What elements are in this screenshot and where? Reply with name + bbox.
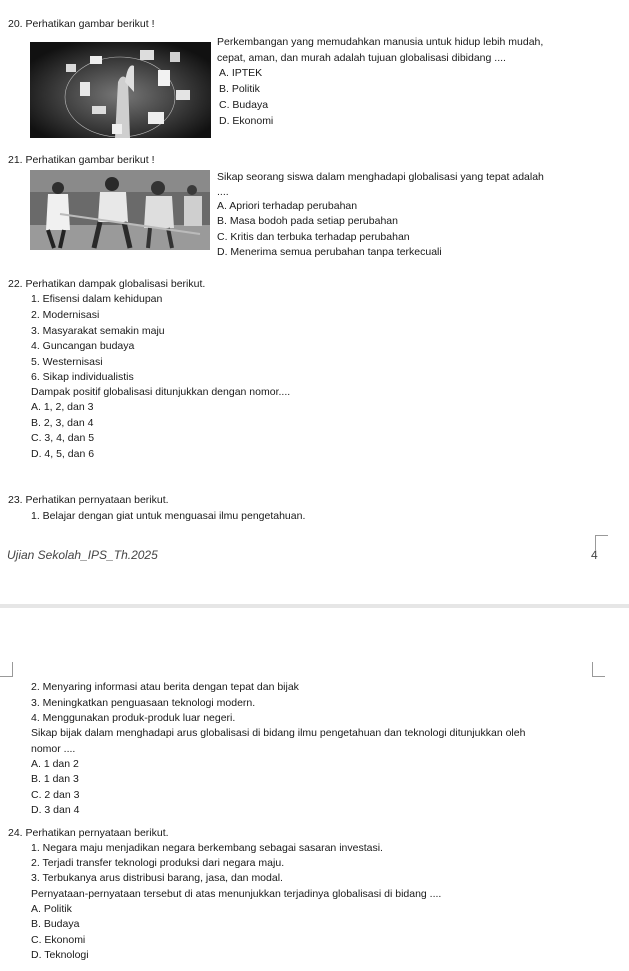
q21-title: [8, 154, 155, 166]
q22-option-c[interactable]: C. 3, 4, dan 5: [31, 432, 95, 444]
q20-text-line2: cepat, aman, dan murah adalah tujuan globalisasi dibidang ....: [217, 52, 506, 64]
page-footer: Ujian Sekolah_IPS_Th.2025: [7, 548, 158, 562]
q24-question: Pernyataan-pernyataan tersebut di atas menunjukkan terjadinya globalisasi di bidang ....: [31, 888, 442, 900]
q23-title: [8, 494, 169, 506]
q24-heading: Perhatikan pernyataan berikut.: [25, 827, 169, 839]
q23-item-4: 4. Menggunakan produk-produk luar negeri.: [31, 712, 236, 724]
q22-item-5: 5. Westernisasi: [31, 356, 103, 368]
q21-option-b[interactable]: B. Masa bodoh pada setiap perubahan: [217, 215, 398, 227]
q23-option-d[interactable]: D. 3 dan 4: [31, 804, 80, 816]
q24-title: [8, 827, 169, 839]
q24-option-c[interactable]: C. Ekonomi: [31, 934, 86, 946]
q24-option-b[interactable]: B. Budaya: [31, 918, 80, 930]
q22-option-a[interactable]: A. 1, 2, dan 3: [31, 401, 94, 413]
q23-question-line2: nomor ....: [31, 743, 76, 755]
q21-text-line2: ....: [217, 186, 229, 198]
technology-image: [30, 42, 211, 138]
q22-option-d[interactable]: D. 4, 5, dan 6: [31, 448, 95, 460]
q21-option-c[interactable]: C. Kritis dan terbuka terhadap perubahan: [217, 231, 410, 243]
q24-item-2: 2. Terjadi transfer teknologi produksi dari negara maju.: [31, 857, 285, 869]
q22-heading: Perhatikan dampak globalisasi berikut.: [25, 278, 206, 290]
crop-mark-bottom-left: [0, 662, 13, 677]
crop-mark-top-right: [595, 535, 608, 550]
technology-illustration: [30, 42, 211, 138]
q22-item-1: 1. Efisensi dalam kehidupan: [31, 293, 163, 305]
q22-number: 22.: [8, 278, 23, 290]
q23-item-2: 2. Menyaring informasi atau berita dengan tepat dan bijak: [31, 681, 299, 693]
q24-item-3: 3. Terbukanya arus distribusi barang, jasa, dan modal.: [31, 872, 283, 884]
q22-title: [8, 278, 205, 290]
q23-number: 23.: [8, 494, 23, 506]
q22-question: Dampak positif globalisasi ditunjukkan dengan nomor....: [31, 386, 291, 398]
q20-heading: Perhatikan gambar berikut !: [25, 18, 155, 30]
q24-option-d[interactable]: D. Teknologi: [31, 949, 89, 961]
students-photo: [30, 170, 210, 250]
q22-item-2: 2. Modernisasi: [31, 309, 100, 321]
q23-item-1: 1. Belajar dengan giat untuk menguasai ilmu pengetahuan.: [31, 510, 306, 522]
q20-option-b[interactable]: B. Politik: [219, 83, 260, 95]
crop-mark-bottom-right: [592, 662, 605, 677]
q20-text-line1: Perkembangan yang memudahkan manusia untuk hidup lebih mudah,: [217, 36, 544, 48]
q22-item-4: 4. Guncangan budaya: [31, 340, 135, 352]
q20-option-d[interactable]: D. Ekonomi: [219, 115, 274, 127]
q20-option-a[interactable]: A. IPTEK: [219, 67, 263, 79]
q22-item-3: 3. Masyarakat semakin maju: [31, 325, 165, 337]
q21-option-a[interactable]: A. Apriori terhadap perubahan: [217, 200, 358, 212]
q20-number: 20.: [8, 18, 23, 30]
q24-number: 24.: [8, 827, 23, 839]
q22-item-6: 6. Sikap individualistis: [31, 371, 134, 383]
q23-option-b[interactable]: B. 1 dan 3: [31, 773, 79, 785]
q23-heading: Perhatikan pernyataan berikut.: [25, 494, 169, 506]
page-number: 4: [591, 548, 598, 562]
q21-number: 21.: [8, 154, 23, 166]
page-divider: [0, 604, 629, 608]
q21-text-line1: Sikap seorang siswa dalam menghadapi globalisasi yang tepat adalah: [217, 171, 544, 183]
q23-item-3: 3. Meningkatkan penguasaan teknologi modern.: [31, 697, 256, 709]
q20-title: [8, 18, 155, 30]
q21-option-d[interactable]: D. Menerima semua perubahan tanpa terkecuali: [217, 246, 442, 258]
q23-question-line1: Sikap bijak dalam menghadapi arus globalisasi di bidang ilmu pengetahuan dan teknologi ditunjukkan oleh: [31, 727, 526, 739]
q20-option-c[interactable]: C. Budaya: [219, 99, 269, 111]
students-illustration: [30, 170, 210, 250]
q23-option-a[interactable]: A. 1 dan 2: [31, 758, 79, 770]
q22-option-b[interactable]: B. 2, 3, dan 4: [31, 417, 94, 429]
q21-heading: Perhatikan gambar berikut !: [25, 154, 155, 166]
q24-option-a[interactable]: A. Politik: [31, 903, 72, 915]
q23-option-c[interactable]: C. 2 dan 3: [31, 789, 80, 801]
q24-item-1: 1. Negara maju menjadikan negara berkembang sebagai sasaran investasi.: [31, 842, 383, 854]
